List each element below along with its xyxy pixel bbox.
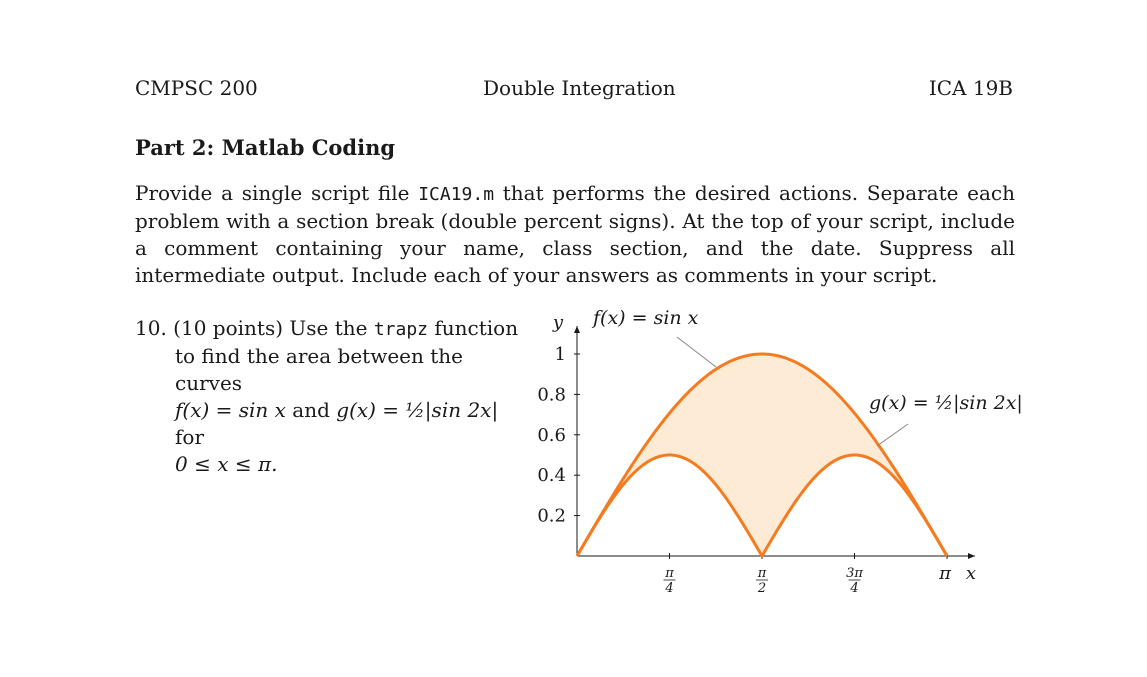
x-tick-label-denominator: 4 [850, 581, 859, 596]
problem-text-1: Use the [289, 316, 374, 340]
script-file-name: ICA19.m [418, 184, 495, 205]
g-leader-line [877, 424, 908, 446]
intro-paragraph [135, 180, 1015, 289]
y-tick-label: 0.4 [537, 465, 566, 487]
x-tick-label-numerator: π [757, 566, 767, 581]
y-tick-label: 0.2 [537, 505, 566, 527]
problem-number: 10. [135, 316, 167, 340]
intro-text-start: Provide a single script file [135, 181, 419, 205]
f-definition: f(x) = sin x [175, 398, 286, 422]
course-code: CMPSC 200 [135, 76, 258, 100]
g-curve-label: g(x) = ½|sin 2x| [869, 392, 1023, 414]
problem-line-2: to find the area between the curves [175, 344, 463, 395]
x-tick-label: π [939, 563, 951, 584]
x-tick-label-numerator: π [665, 566, 674, 581]
assignment-id: ICA 19B [928, 76, 1013, 100]
x-tick-label-denominator: 4 [665, 581, 674, 596]
page-header [135, 76, 1013, 104]
x-axis-label: x [965, 563, 977, 584]
y-tick-label: 0.8 [537, 384, 566, 406]
problem-text-2: function [428, 316, 519, 340]
for-word: for [175, 425, 205, 449]
x-tick-label-denominator: 2 [757, 581, 767, 596]
g-definition: g(x) = ½|sin 2x| [336, 398, 499, 422]
problem-points: (10 points) [173, 316, 284, 340]
and-word: and [292, 398, 330, 422]
part-title: Part 2: Matlab Coding [135, 135, 396, 160]
y-axis-label: y [552, 312, 564, 333]
domain-condition: 0 ≤ x ≤ π. [175, 452, 278, 476]
y-tick-label: 0.6 [537, 424, 566, 446]
problem-line-1 [135, 315, 527, 343]
intro-text-rest: that performs the desired actions. Separate each problem with a section break (double percent signs). At the top of your script, include a comment containing your name, class section, and the date. Suppress all intermediate output. Include each of your answers as comments in your script. [135, 181, 1015, 287]
f-leader-line [677, 337, 716, 367]
x-tick-label-numerator: 3π [846, 566, 863, 581]
problem-line-3 [135, 397, 527, 451]
y-axis-arrow [574, 326, 580, 333]
area-between-curves [577, 354, 947, 556]
f-curve-label: f(x) = sin x [593, 307, 699, 329]
trapz-code: trapz [373, 319, 428, 340]
y-tick-label: 1 [554, 344, 566, 365]
x-axis-arrow [968, 553, 975, 559]
area-plot [530, 300, 1023, 610]
topic-title: Double Integration [483, 76, 676, 100]
problem-10 [135, 315, 527, 478]
